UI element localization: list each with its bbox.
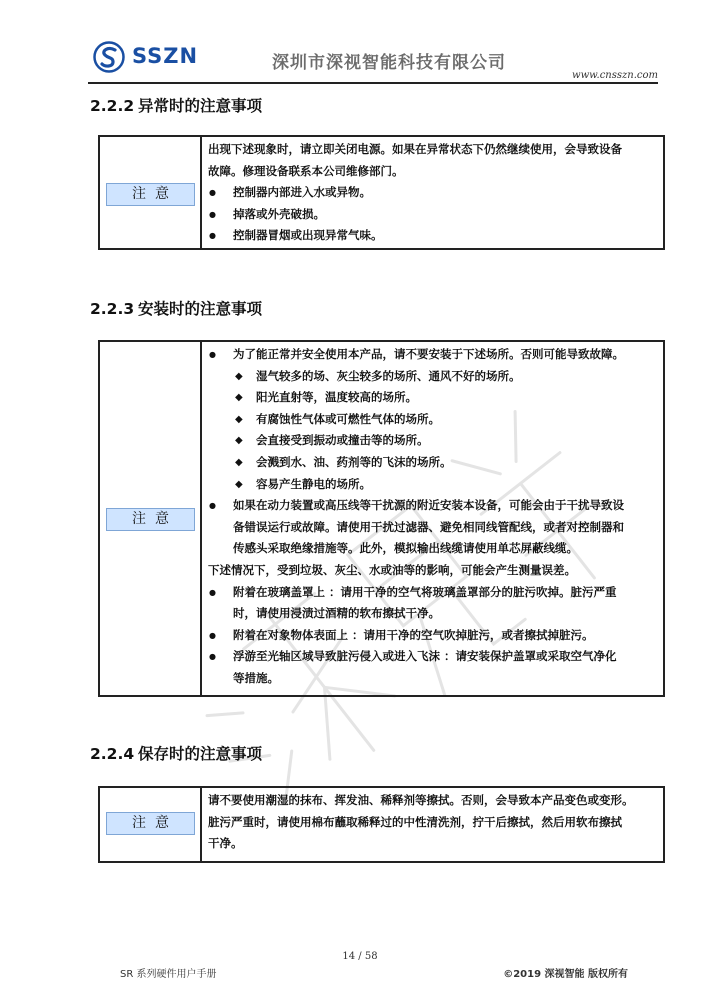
header-divider xyxy=(88,82,658,84)
manual-title: SR 系列硬件用户手册 xyxy=(120,969,217,980)
note-content xyxy=(202,788,663,861)
sub-item: ◆ 容易产生静电的场所。 xyxy=(208,474,659,496)
note-line: 干净。 xyxy=(208,836,243,851)
section-heading: 异常时的注意事项 xyxy=(138,97,263,115)
section-title-installation xyxy=(90,297,262,319)
note-label-cell xyxy=(100,137,202,248)
note-box-installation xyxy=(98,340,665,697)
sub-item: ◆ 会直接受到振动或撞击等的场所。 xyxy=(208,430,659,452)
note-box-storage xyxy=(98,786,665,863)
bullet-line: ● 如果在动力装置或高压线等干扰源的附近安装本设备，可能会由于干扰导致设 xyxy=(233,498,624,513)
note-box-abnormal xyxy=(98,135,665,250)
note-content xyxy=(202,137,663,248)
bullet-item: ● 为了能正常并安全使用本产品，请不要安装于下述场所。否则可能导致故障。 xyxy=(208,344,659,366)
page-number: 14 / 58 xyxy=(342,951,378,962)
section-heading: 保存时的注意事项 xyxy=(138,745,263,763)
note-line: 请不要使用潮湿的抹布、挥发油、稀释剂等擦拭。否则，会导致本产品变色或变形。 xyxy=(208,793,634,807)
section-heading: 安装时的注意事项 xyxy=(138,300,263,318)
plain-line: 下述情况下，受到垃圾、灰尘、水或油等的影响，可能会产生测量误差。 xyxy=(208,562,576,577)
bullet-item xyxy=(208,646,659,689)
bullet-line: 传感头采取绝缘措施等。此外，模拟输出线缆请使用单芯屏蔽线缆。 xyxy=(233,541,578,556)
section-number: 2.2.2 xyxy=(90,97,135,115)
note-content xyxy=(202,342,663,695)
sub-item: ◆ 湿气较多的场、灰尘较多的场所、通风不好的场所。 xyxy=(208,366,659,388)
bullet-item: ● 控制器冒烟或出现异常气味。 xyxy=(208,225,659,247)
company-name: 深圳市深视智能科技有限公司 xyxy=(272,53,506,73)
logo-text: SSZN xyxy=(132,44,199,68)
bullet-item: ● 控制器内部进入水或异物。 xyxy=(208,182,659,204)
note-label: 注意 xyxy=(106,508,195,531)
bullet-item: ● 掉落或外壳破损。 xyxy=(208,204,659,226)
note-label-cell xyxy=(100,342,202,695)
bullet-line: 时，请使用浸渍过酒精的软布擦拭干净。 xyxy=(233,606,440,621)
sub-item: ◆ 会溅到水、油、药剂等的飞沫的场所。 xyxy=(208,452,659,474)
note-line: 故障。修理设备联系本公司维修部门。 xyxy=(208,163,404,178)
section-number: 2.2.4 xyxy=(90,745,135,763)
note-label: 注意 xyxy=(106,812,195,835)
bullet-line: ● 附着在玻璃盖罩上 ：请用干净的空气将玻璃盖罩部分的脏污吹掉。脏污严重 xyxy=(233,584,617,599)
section-title-storage xyxy=(90,742,262,764)
bullet-item: ● 附着在对象物体表面上 ：请用干净的空气吹掉脏污，或者擦拭掉脏污。 xyxy=(208,625,659,647)
note-label: 注意 xyxy=(106,183,195,206)
copyright: ©2019 深视智能 版权所有 xyxy=(503,969,628,980)
section-title-abnormal xyxy=(90,94,262,116)
sub-item: ◆ 阳光直射等，温度较高的场所。 xyxy=(208,387,659,409)
page-header xyxy=(0,0,720,90)
bullet-item xyxy=(208,495,659,560)
sub-item: ◆ 有腐蚀性气体或可燃性气体的场所。 xyxy=(208,409,659,431)
bullet-line: 等措施。 xyxy=(233,670,279,685)
note-label-cell xyxy=(100,788,202,861)
section-number: 2.2.3 xyxy=(90,300,135,318)
bullet-line: 备错误运行或故障。请使用干扰过滤器、避免相同线管配线，或者对控制器和 xyxy=(233,519,624,534)
bullet-line: ● 浮游至光轴区域导致脏污侵入或进入飞沫 ：请安装保护盖罩或采取空气净化 xyxy=(233,649,617,664)
website: www.cnsszn.com xyxy=(572,70,658,81)
note-line: 脏污严重时，请使用棉布蘸取稀释过的中性清洗剂，拧干后擦拭，然后用软布擦拭 xyxy=(208,814,622,829)
note-line: 出现下述现象时，请立即关闭电源。如果在异常状态下仍然继续使用，会导致设备 xyxy=(208,142,622,156)
sszn-logo-icon xyxy=(93,41,125,73)
bullet-item xyxy=(208,582,659,625)
